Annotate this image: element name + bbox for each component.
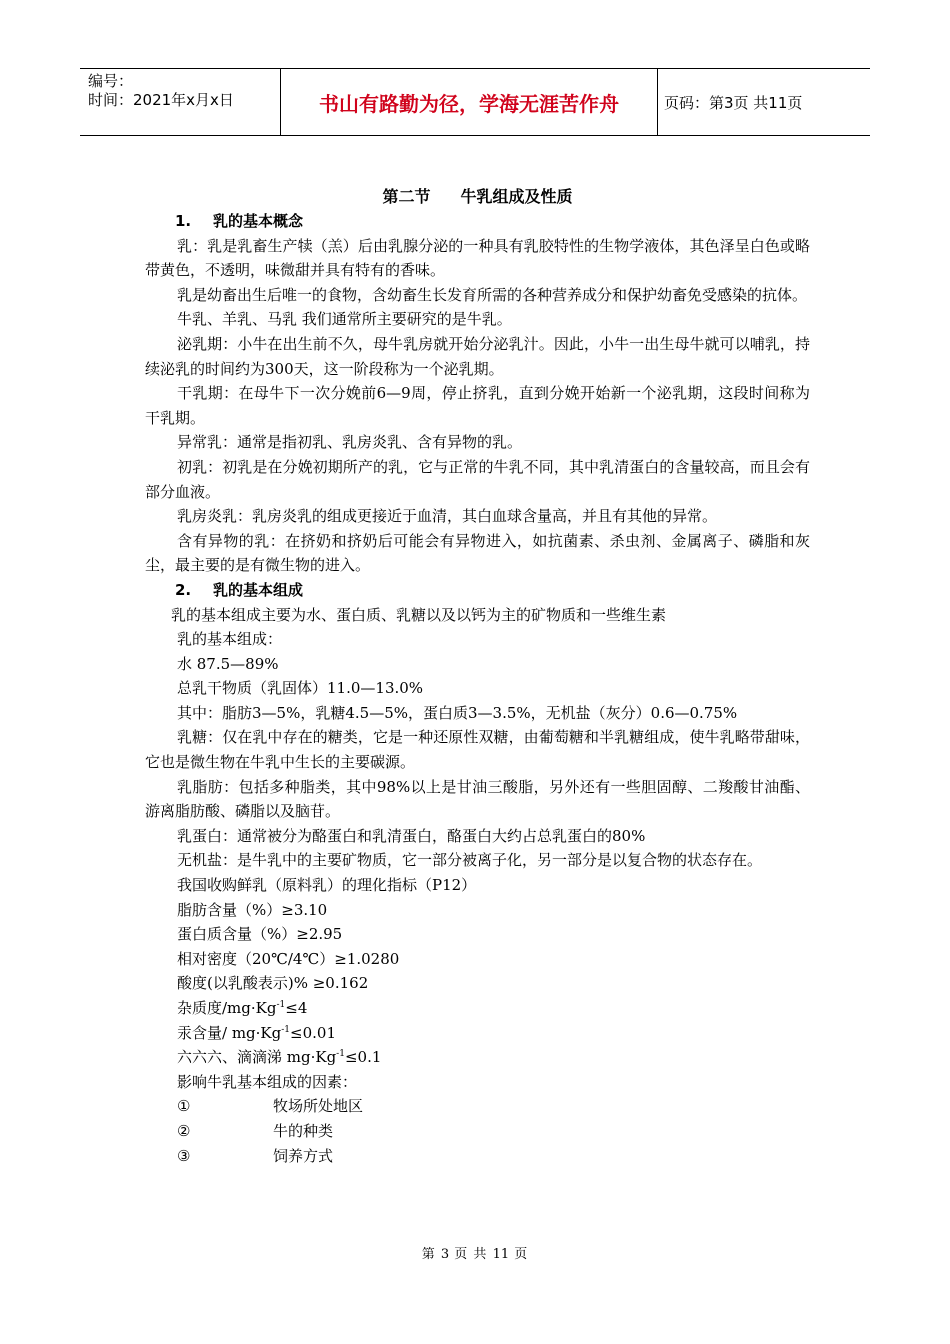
list-item: ① 牧场所处地区: [177, 1097, 364, 1116]
standard-item: 汞含量/ $mg\cdot Kg^{-1}\le 0.01$: [177, 1023, 336, 1042]
heading-basic-concept: 1. 乳的基本概念: [175, 212, 304, 230]
paragraph: 乳：乳是乳畜生产犊（羔）后由乳腺分泌的一种具有乳胶特性的生物学液体，其色泽呈白色或略带黄色，不透明，味微甜并具有特有的香味。: [145, 236, 810, 280]
standard-item: 脂肪含量（%）≥3.10: [177, 900, 328, 919]
composition-line: 水 87.5—89%: [177, 654, 279, 673]
paragraph: 干乳期：在母牛下一次分娩前6—9周，停止挤乳，直到分娩开始新一个泌乳期，这段时间称为干乳期。: [145, 384, 810, 427]
standard-item: 蛋白质含量（%）≥2.95: [177, 925, 343, 944]
standard-item: 酸度(以乳酸表示)% ≥0.162: [177, 974, 369, 993]
standard-item: 相对密度（20℃/4℃）≥1.0280: [177, 949, 400, 968]
paragraph: 异常乳：通常是指初乳、乳房炎乳、含有异物的乳。: [177, 433, 523, 452]
header-meta: [80, 69, 281, 135]
section-title: 第二节 牛乳组成及性质: [382, 187, 573, 206]
composition-line: 总乳干物质（乳固体）11.0—13.0%: [177, 679, 424, 698]
page-footer: 第 3 页 共 11 页: [421, 1247, 529, 1262]
paragraph: 无机盐：是牛乳中的主要矿物质，它一部分被离子化，另一部分是以复合物的状态存在。: [177, 851, 763, 870]
paragraph: 初乳：初乳是在分娩初期所产的乳，它与正常的牛乳不同，其中乳清蛋白的含量较高，而且会有部分血液。: [145, 457, 810, 501]
composition-intro: 乳的基本组成主要为水、蛋白质、乳糖以及以钙为主的矿物质和一些维生素: [171, 605, 667, 624]
standard-item: 杂质度$/mg\cdot Kg^{-1}\le 4$: [177, 999, 308, 1017]
header-motto: 书山有路勤为径，学海无涯苦作舟: [281, 69, 658, 135]
time-label: 时间：2021年x月x日: [88, 91, 234, 109]
factors-title: 影响牛乳基本组成的因素：: [177, 1072, 358, 1091]
standard-item: 六六六、滴滴涕 $mg\cdot Kg^{-1}\le 0.1$: [177, 1048, 382, 1067]
paragraph: 乳糖：仅在乳中存在的糖类，它是一种还原性双糖，由葡萄糖和半乳糖组成，使牛乳略带甜味，它也是微生物在牛乳中生长的主要碳源。: [145, 728, 810, 772]
paragraph: 牛乳、羊乳、马乳 我们通常所主要研究的是牛乳。: [177, 310, 512, 329]
header-page-info: 页码：第3页 共11页: [664, 93, 803, 112]
composition-line: 乳的基本组成：: [177, 630, 283, 649]
list-item: ② 牛的种类: [177, 1121, 334, 1140]
paragraph: 泌乳期：小牛在出生前不久，母牛乳房就开始分泌乳汁。因此，小牛一出生母牛就可以哺乳，持续泌乳的时间约为300天，这一阶段称为一个泌乳期。: [145, 334, 810, 378]
paragraph: 含有异物的乳：在挤奶和挤奶后可能会有异物进入，如抗菌素、杀虫剂、金属离子、磷脂和灰尘，最主要的是有微生物的进入。: [145, 531, 810, 575]
standards-title: 我国收购鲜乳（原料乳）的理化指标（P12）: [177, 876, 477, 895]
composition-line: 其中：脂肪3—5%，乳糖4.5—5%，蛋白质3—3.5%，无机盐（灰分）0.6—0.75%: [177, 703, 738, 722]
heading-basic-composition: 2. 乳的基本组成: [175, 580, 304, 599]
paragraph: 乳蛋白：通常被分为酪蛋白和乳清蛋白，酪蛋白大约占总乳蛋白的80%: [177, 826, 646, 845]
code-label: 编号：: [88, 72, 134, 90]
paragraph: 乳是幼畜出生后唯一的食物，含幼畜生长发育所需的各种营养成分和保护幼畜免受感染的抗体。: [177, 285, 808, 304]
document-body: [145, 185, 810, 1168]
paragraph: 乳房炎乳：乳房炎乳的组成更接近于血清，其白血球含量高，并且有其他的异常。: [177, 507, 718, 526]
page-header: [80, 68, 870, 136]
list-item: ③ 饲养方式: [177, 1146, 334, 1165]
paragraph: 乳脂肪：包括多种脂类，其中98%以上是甘油三酸脂，另外还有一些胆固醇、二羧酸甘油酯、游离脂肪酸、磷脂以及脑苷。: [145, 777, 810, 821]
